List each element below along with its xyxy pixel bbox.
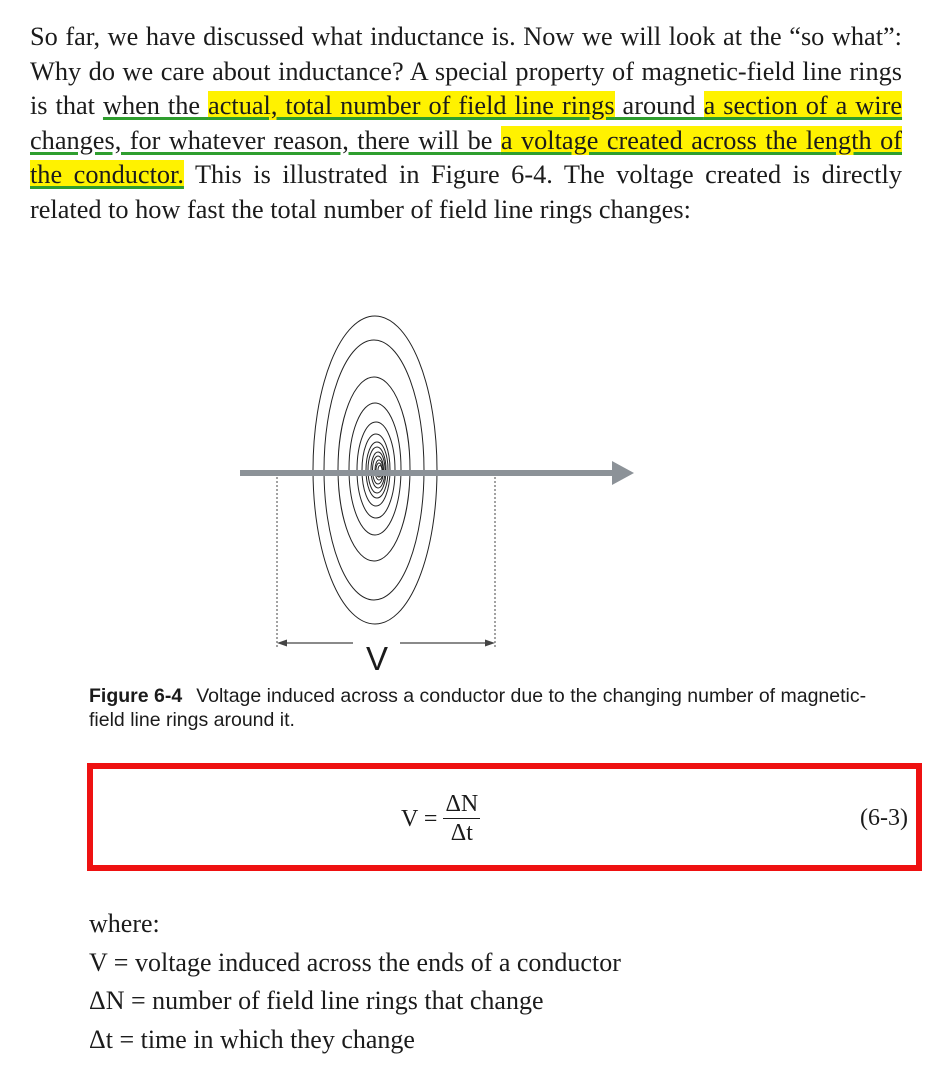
dimension-arrow-right-icon [485, 640, 495, 647]
definitions-list [89, 905, 621, 1059]
definitions-intro: where: [89, 909, 160, 938]
definition-item: V = voltage induced across the ends of a conductor [89, 947, 621, 977]
definition-item: Δt = time in which they change [89, 1024, 415, 1054]
underlined-text-2: around [614, 91, 704, 120]
paragraph-text-2: This is illustrated in Figure 6-4. The voltage created is directly related to how fast the total number of field line rings changes: [30, 160, 902, 224]
equation [401, 791, 480, 847]
highlighted-text-3: a voltage created across the length of the conductor. [30, 125, 902, 189]
figure-caption [89, 684, 879, 732]
equation-lhs: V = [401, 805, 438, 832]
figure-6-4 [230, 300, 650, 690]
conductor-diagram [230, 300, 650, 690]
highlighted-text-2: a section of a wire [703, 91, 903, 120]
equation-fraction [443, 791, 480, 847]
figure-label: Figure 6-4 [89, 685, 183, 707]
highlighted-text-1: actual, total number of field line rings [208, 91, 615, 120]
voltage-label: V [365, 640, 389, 677]
equation-denominator: Δt [450, 820, 473, 846]
definition-item: ΔN = number of field line rings that change [89, 986, 544, 1015]
underlined-text-1: when the [102, 91, 209, 120]
underlined-text-3: changes, for whatever reason, there will be [30, 125, 501, 155]
paragraph-text-1: So far, we have discussed what inductance is. Now we will look at the “so what”: Why do we care about inductance? A special property of magnetic-field line rings is that [30, 22, 902, 120]
equation-number: (6-3) [860, 805, 908, 831]
dimension-arrow-left-icon [277, 640, 287, 647]
equation-numerator: ΔN [445, 791, 479, 817]
caption-text: Voltage induced across a conductor due to the changing number of magnetic-field line rings around it. [89, 685, 867, 731]
equation-box [87, 763, 922, 871]
body-paragraph [30, 20, 902, 227]
voltage-dimension [277, 477, 495, 649]
current-arrow-head-icon [612, 461, 634, 485]
